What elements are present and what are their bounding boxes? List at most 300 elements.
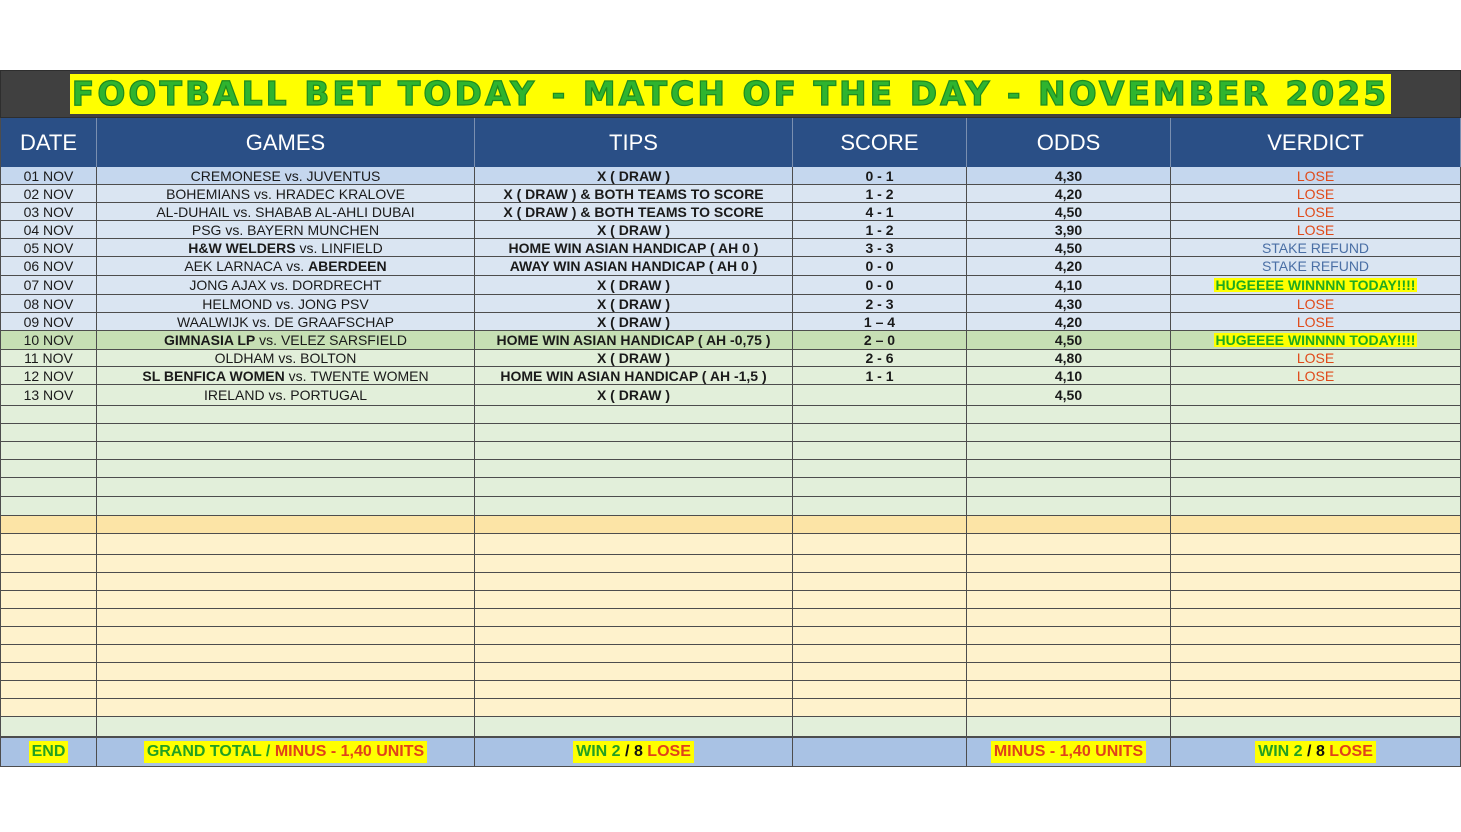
score-cell — [793, 203, 967, 220]
empty-cell — [97, 534, 475, 554]
table-row — [0, 239, 1461, 257]
empty-cell — [97, 516, 475, 533]
table-row — [0, 257, 1461, 276]
empty-cell — [97, 406, 475, 423]
date-cell — [0, 203, 97, 220]
empty-row — [0, 699, 1461, 717]
empty-cell — [793, 497, 967, 515]
empty-cell — [1171, 442, 1461, 459]
footer-score-cell — [793, 738, 967, 766]
empty-row — [0, 591, 1461, 609]
tip-text: HOME WIN ASIAN HANDICAP ( AH -0,75 ) — [496, 332, 771, 348]
game-cell — [97, 257, 475, 275]
empty-cell — [0, 442, 97, 459]
empty-cell — [0, 534, 97, 554]
date-cell — [0, 295, 97, 312]
game-cell — [97, 221, 475, 238]
empty-cell — [475, 555, 793, 572]
empty-cell — [967, 442, 1171, 459]
odds-text: 4,10 — [1054, 277, 1083, 293]
empty-cell — [0, 516, 97, 533]
verdict-lose-label: LOSE — [1329, 743, 1373, 760]
table-row — [0, 203, 1461, 221]
away-team: LINFIELD — [321, 239, 383, 256]
win-count: WIN 2 — [576, 743, 621, 760]
verdict-slash: / — [1307, 743, 1312, 760]
date-text: 09 NOV — [23, 313, 74, 330]
date-text: 13 NOV — [23, 387, 74, 403]
score-cell — [793, 167, 967, 184]
empty-cell — [475, 534, 793, 554]
verdict-cell — [1171, 295, 1461, 312]
empty-cell — [967, 478, 1171, 496]
empty-cell — [793, 406, 967, 423]
header-games: GAMES — [97, 118, 475, 167]
date-cell — [0, 367, 97, 384]
empty-row — [0, 406, 1461, 424]
empty-cell — [793, 555, 967, 572]
empty-row — [0, 555, 1461, 573]
date-text: 06 NOV — [23, 258, 74, 274]
score-text: 2 - 6 — [865, 350, 894, 366]
score-text: 1 - 2 — [865, 185, 894, 202]
grand-total-label: GRAND TOTAL / — [146, 743, 271, 760]
empty-cell — [793, 442, 967, 459]
score-text: 0 - 0 — [865, 277, 894, 293]
empty-cell — [0, 573, 97, 590]
winloss-slash: / — [625, 743, 630, 760]
table-row — [0, 276, 1461, 295]
empty-row — [0, 534, 1461, 555]
verdict-cell — [1171, 257, 1461, 275]
empty-cell — [1171, 573, 1461, 590]
game-cell — [97, 295, 475, 312]
empty-cell — [1171, 424, 1461, 441]
table-row — [0, 385, 1461, 406]
title-banner — [0, 70, 1461, 118]
tip-text: X ( DRAW ) — [596, 313, 671, 330]
verdict-text: LOSE — [1296, 167, 1335, 184]
date-text: 07 NOV — [23, 277, 74, 293]
verdict-cell — [1171, 367, 1461, 384]
empty-cell — [97, 497, 475, 515]
empty-cell — [97, 663, 475, 680]
odds-cell — [967, 276, 1171, 294]
footer-odds-cell — [967, 738, 1171, 766]
empty-cell — [0, 424, 97, 441]
tip-cell — [475, 331, 793, 349]
odds-text: 4,20 — [1054, 185, 1083, 202]
tip-text: X ( DRAW ) — [596, 350, 671, 366]
empty-cell — [793, 717, 967, 736]
home-team: OLDHAM — [214, 350, 275, 366]
odds-cell — [967, 203, 1171, 220]
date-cell — [0, 221, 97, 238]
table-row — [0, 295, 1461, 313]
empty-cell — [0, 645, 97, 662]
empty-cell — [0, 681, 97, 698]
empty-cell — [0, 460, 97, 477]
vs-label: vs. — [286, 258, 305, 274]
verdict-text: STAKE REFUND — [1261, 239, 1370, 256]
empty-cell — [97, 645, 475, 662]
date-text: 04 NOV — [23, 221, 74, 238]
empty-cell — [97, 681, 475, 698]
empty-cell — [0, 609, 97, 626]
tip-text: HOME WIN ASIAN HANDICAP ( AH -1,5 ) — [500, 367, 767, 384]
score-text: 0 - 0 — [865, 258, 894, 274]
empty-cell — [1171, 534, 1461, 554]
vs-label: vs. — [276, 295, 295, 312]
tip-cell — [475, 350, 793, 366]
empty-cell — [0, 555, 97, 572]
footer-grand-total — [144, 741, 427, 763]
odds-cell — [967, 313, 1171, 330]
home-team: AL-DUHAIL — [156, 203, 230, 220]
away-team: ABERDEEN — [308, 258, 387, 274]
score-text: 4 - 1 — [865, 203, 894, 220]
vs-label: vs. — [268, 387, 287, 403]
table-row — [0, 331, 1461, 350]
empty-cell — [0, 497, 97, 515]
game-cell — [97, 350, 475, 366]
empty-row — [0, 497, 1461, 516]
empty-cell — [475, 681, 793, 698]
empty-cell — [967, 627, 1171, 644]
tip-text: X ( DRAW ) — [596, 387, 671, 403]
verdict-cell — [1171, 350, 1461, 366]
score-cell — [793, 331, 967, 349]
game-cell — [97, 239, 475, 256]
empty-cell — [475, 442, 793, 459]
odds-cell — [967, 167, 1171, 184]
verdict-cell — [1171, 239, 1461, 256]
tip-cell — [475, 385, 793, 405]
odds-text: 4,30 — [1054, 295, 1083, 312]
footer-winloss — [573, 741, 694, 763]
home-team: AEK LARNACA — [184, 258, 283, 274]
data-rows — [0, 167, 1461, 737]
score-text: 1 – 4 — [863, 313, 896, 330]
empty-cell — [793, 460, 967, 477]
empty-cell — [967, 573, 1171, 590]
verdict-cell — [1171, 313, 1461, 330]
empty-cell — [793, 663, 967, 680]
verdict-cell — [1171, 385, 1461, 405]
empty-cell — [1171, 516, 1461, 533]
vs-label: vs. — [278, 350, 297, 366]
odds-cell — [967, 185, 1171, 202]
empty-cell — [967, 497, 1171, 515]
vs-label: vs. — [259, 332, 278, 348]
away-team: TWENTE WOMEN — [310, 367, 429, 384]
tip-text: AWAY WIN ASIAN HANDICAP ( AH 0 ) — [509, 258, 758, 274]
empty-cell — [793, 516, 967, 533]
odds-cell — [967, 295, 1171, 312]
odds-text: 4,50 — [1054, 387, 1083, 403]
tip-text: X ( DRAW ) — [596, 167, 671, 184]
away-team: VELEZ SARSFIELD — [280, 332, 407, 348]
empty-cell — [97, 627, 475, 644]
odds-cell — [967, 239, 1171, 256]
tip-text: X ( DRAW ) & BOTH TEAMS TO SCORE — [503, 185, 764, 202]
date-cell — [0, 167, 97, 184]
table-row — [0, 367, 1461, 385]
score-text: 2 – 0 — [863, 332, 896, 348]
empty-cell — [475, 609, 793, 626]
empty-cell — [0, 699, 97, 716]
empty-row — [0, 681, 1461, 699]
date-cell — [0, 185, 97, 202]
footer-row — [0, 737, 1461, 767]
header-date: DATE — [0, 118, 97, 167]
empty-cell — [97, 555, 475, 572]
empty-row — [0, 609, 1461, 627]
verdict-text: LOSE — [1296, 221, 1335, 238]
tip-cell — [475, 185, 793, 202]
away-team: JUVENTUS — [306, 167, 381, 184]
empty-cell — [967, 699, 1171, 716]
score-cell — [793, 276, 967, 294]
empty-cell — [967, 717, 1171, 736]
game-cell — [97, 313, 475, 330]
empty-row — [0, 627, 1461, 645]
empty-cell — [1171, 460, 1461, 477]
verdict-text: STAKE REFUND — [1261, 258, 1370, 274]
odds-cell — [967, 221, 1171, 238]
empty-cell — [1171, 681, 1461, 698]
verdict-cell — [1171, 221, 1461, 238]
empty-cell — [475, 406, 793, 423]
vs-label: vs. — [252, 313, 271, 330]
results-sheet — [0, 70, 1461, 767]
score-cell — [793, 367, 967, 384]
empty-cell — [0, 406, 97, 423]
vs-label: vs. — [288, 367, 307, 384]
sheet-title: FOOTBALL BET TODAY - MATCH OF THE DAY - NOVEMBER 2025 — [71, 74, 1390, 113]
home-team: BOHEMIANS — [166, 185, 251, 202]
score-text: 2 - 3 — [865, 295, 894, 312]
score-cell — [793, 350, 967, 366]
vs-label: vs. — [253, 185, 272, 202]
odds-cell — [967, 350, 1171, 366]
empty-cell — [793, 699, 967, 716]
date-text: 03 NOV — [23, 203, 74, 220]
game-cell — [97, 185, 475, 202]
empty-cell — [0, 717, 97, 736]
home-team: IRELAND — [203, 387, 265, 403]
empty-cell — [1171, 627, 1461, 644]
vs-label: vs. — [270, 277, 289, 293]
table-row — [0, 221, 1461, 239]
game-cell — [97, 331, 475, 349]
odds-text: 4,50 — [1054, 203, 1083, 220]
vs-label: vs. — [225, 221, 244, 238]
empty-cell — [967, 645, 1171, 662]
date-text: 05 NOV — [23, 239, 74, 256]
empty-cell — [967, 534, 1171, 554]
empty-cell — [793, 478, 967, 496]
empty-cell — [97, 442, 475, 459]
empty-cell — [97, 573, 475, 590]
empty-row — [0, 573, 1461, 591]
odds-text: 4,20 — [1054, 258, 1083, 274]
empty-cell — [1171, 406, 1461, 423]
grand-total-minus: MINUS - 1,40 UNITS — [274, 743, 425, 760]
empty-row — [0, 442, 1461, 460]
table-row — [0, 350, 1461, 367]
footer-end: END — [29, 741, 69, 763]
header-row — [0, 118, 1461, 167]
empty-cell — [97, 699, 475, 716]
away-team: DE GRAAFSCHAP — [274, 313, 395, 330]
date-text: 10 NOV — [23, 332, 74, 348]
score-cell — [793, 295, 967, 312]
empty-cell — [475, 516, 793, 533]
empty-cell — [793, 609, 967, 626]
tip-cell — [475, 221, 793, 238]
table-row — [0, 167, 1461, 185]
empty-cell — [475, 645, 793, 662]
date-cell — [0, 276, 97, 294]
header-tips: TIPS — [475, 118, 793, 167]
empty-cell — [475, 717, 793, 736]
home-team: GIMNASIA LP — [164, 332, 256, 348]
tip-cell — [475, 167, 793, 184]
away-team: SHABAB AL-AHLI DUBAI — [255, 203, 415, 220]
tip-text: X ( DRAW ) — [596, 277, 671, 293]
empty-cell — [97, 717, 475, 736]
odds-text: 4,30 — [1054, 167, 1083, 184]
header-odds: ODDS — [967, 118, 1171, 167]
odds-text: 4,10 — [1054, 367, 1083, 384]
home-team: SL BENFICA WOMEN — [142, 367, 285, 384]
empty-cell — [0, 627, 97, 644]
empty-cell — [967, 460, 1171, 477]
game-cell — [97, 167, 475, 184]
empty-cell — [793, 681, 967, 698]
table-row — [0, 185, 1461, 203]
score-text: 3 - 3 — [865, 239, 894, 256]
tip-cell — [475, 257, 793, 275]
verdict-text: LOSE — [1296, 203, 1335, 220]
empty-cell — [1171, 478, 1461, 496]
vs-label: vs. — [233, 203, 252, 220]
empty-cell — [475, 699, 793, 716]
away-team: HRADEC KRALOVE — [275, 185, 405, 202]
date-cell — [0, 350, 97, 366]
empty-cell — [967, 591, 1171, 608]
empty-cell — [1171, 497, 1461, 515]
date-cell — [0, 331, 97, 349]
empty-cell — [97, 591, 475, 608]
empty-cell — [1171, 591, 1461, 608]
empty-row — [0, 424, 1461, 442]
empty-cell — [475, 573, 793, 590]
empty-cell — [793, 573, 967, 590]
empty-cell — [1171, 717, 1461, 736]
date-text: 02 NOV — [23, 185, 74, 202]
home-team: H&W WELDERS — [188, 239, 296, 256]
lose-count: 8 — [633, 743, 643, 760]
empty-cell — [1171, 555, 1461, 572]
game-cell — [97, 367, 475, 384]
footer-winloss-cell — [475, 738, 793, 766]
empty-cell — [97, 424, 475, 441]
empty-cell — [793, 645, 967, 662]
score-cell — [793, 185, 967, 202]
verdict-text: LOSE — [1296, 350, 1335, 366]
empty-cell — [475, 460, 793, 477]
empty-cell — [97, 460, 475, 477]
date-cell — [0, 313, 97, 330]
date-cell — [0, 385, 97, 405]
empty-cell — [475, 627, 793, 644]
footer-verdict-winloss — [1255, 741, 1376, 763]
tip-cell — [475, 313, 793, 330]
empty-cell — [793, 424, 967, 441]
game-cell — [97, 385, 475, 405]
empty-cell — [0, 663, 97, 680]
empty-cell — [793, 627, 967, 644]
away-team: DORDRECHT — [292, 277, 382, 293]
score-text: 1 - 2 — [865, 221, 894, 238]
tip-cell — [475, 367, 793, 384]
empty-cell — [1171, 609, 1461, 626]
home-team: JONG AJAX — [189, 277, 267, 293]
score-text: 0 - 1 — [865, 167, 894, 184]
verdict-cell — [1171, 331, 1461, 349]
odds-cell — [967, 331, 1171, 349]
empty-cell — [1171, 645, 1461, 662]
header-verdict: VERDICT — [1171, 118, 1461, 167]
table-row — [0, 313, 1461, 331]
vs-label: vs. — [284, 167, 303, 184]
verdict-text: LOSE — [1296, 367, 1335, 384]
empty-row — [0, 717, 1461, 737]
home-team: WAALWIJK — [176, 313, 249, 330]
date-cell — [0, 257, 97, 275]
tip-cell — [475, 276, 793, 294]
lose-label: LOSE — [647, 743, 691, 760]
tip-text: X ( DRAW ) — [596, 295, 671, 312]
home-team: PSG — [191, 221, 222, 238]
empty-cell — [0, 478, 97, 496]
empty-cell — [475, 424, 793, 441]
game-cell — [97, 203, 475, 220]
date-text: 11 NOV — [24, 350, 73, 366]
verdict-cell — [1171, 203, 1461, 220]
empty-cell — [967, 516, 1171, 533]
vs-label: vs. — [299, 239, 318, 256]
score-cell — [793, 257, 967, 275]
empty-cell — [967, 609, 1171, 626]
empty-cell — [97, 609, 475, 626]
verdict-text: HUGEEEE WINNNN TODAY!!!! — [1215, 277, 1416, 293]
odds-cell — [967, 367, 1171, 384]
odds-text: 4,50 — [1054, 332, 1083, 348]
away-team: BAYERN MUNCHEN — [247, 221, 380, 238]
verdict-text: LOSE — [1296, 295, 1335, 312]
odds-text: 3,90 — [1054, 221, 1083, 238]
verdict-cell — [1171, 185, 1461, 202]
odds-text: 4,20 — [1054, 313, 1083, 330]
empty-row — [0, 460, 1461, 478]
empty-cell — [475, 663, 793, 680]
empty-cell — [793, 591, 967, 608]
empty-cell — [967, 555, 1171, 572]
empty-cell — [967, 424, 1171, 441]
